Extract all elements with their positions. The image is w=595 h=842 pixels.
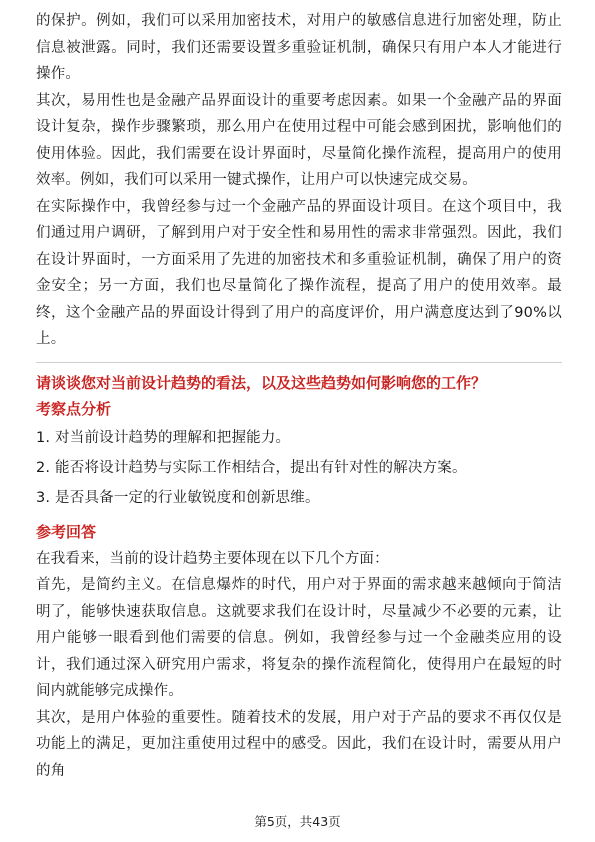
body-paragraph: 的保护。例如，我们可以采用加密技术，对用户的敏感信息进行加密处理，防止信息被泄露。同时，我们还需要设置多重验证机制，确保只有用户本人才能进行操作。: [36, 13, 562, 82]
answer-heading: 参考回答: [36, 522, 97, 541]
answer-paragraph: 其次，是用户体验的重要性。随着技术的发展，用户对于产品的要求不再仅仅是功能上的满足，更加注重使用过程中的感受。因此，我们在设计时，需要从用户的角: [36, 709, 562, 779]
analysis-heading: 考察点分析: [36, 399, 112, 418]
list-item: 3. 是否具备一定的行业敏锐度和创新思维。: [36, 489, 320, 506]
list-item: 1. 对当前设计趋势的理解和把握能力。: [36, 429, 291, 446]
document-page: [36, 8, 562, 784]
interview-question: 请谈谈您对当前设计趋势的看法，以及这些趋势如何影响您的工作？: [36, 373, 487, 392]
analysis-list: [36, 423, 562, 513]
answer-paragraph: 首先，是简约主义。在信息爆炸的时代，用户对于界面的需求越来越倾向于简洁明了，能够快速获取信息。这就要求我们在设计时，尽量减少不必要的元素，让用户能够一眼看到他们需要的信息。例如，我曾经参与过一个金融类应用的设计，我们通过深入研究用户需求，将复杂的操作流程简化，使得用户在最短的时间内就能够完成操作。: [36, 577, 562, 699]
body-paragraph: 在实际操作中，我曾经参与过一个金融产品的界面设计项目。在这个项目中，我们通过用户调研，了解到用户对于安全性和易用性的需求非常强烈。因此，我们在设计界面时，一方面采用了先进的加密技术和多重验证机制，确保了用户的资金安全；另一方面，我们也尽量简化了操作流程，提高了用户的使用效率。最终，这个金融产品的界面设计得到了用户的高度评价，用户满意度达到了90%以上。: [36, 198, 562, 347]
answer-paragraph: 在我看来，当前的设计趋势主要体现在以下几个方面：: [36, 550, 389, 567]
page-number: 第5页，共43页: [254, 814, 341, 829]
body-paragraph: 其次，易用性也是金融产品界面设计的重要考虑因素。如果一个金融产品的界面设计复杂，操作步骤繁琐，那么用户在使用过程中可能会感到困扰，影响他们的使用体验。因此，我们需要在设计界面时，尽量简化操作流程，提高用户的使用效率。例如，我们可以采用一键式操作，让用户可以快速完成交易。: [36, 92, 562, 188]
list-item: 2. 能否将设计趋势与实际工作相结合，提出有针对性的解决方案。: [36, 459, 467, 476]
section-divider: [36, 362, 562, 363]
